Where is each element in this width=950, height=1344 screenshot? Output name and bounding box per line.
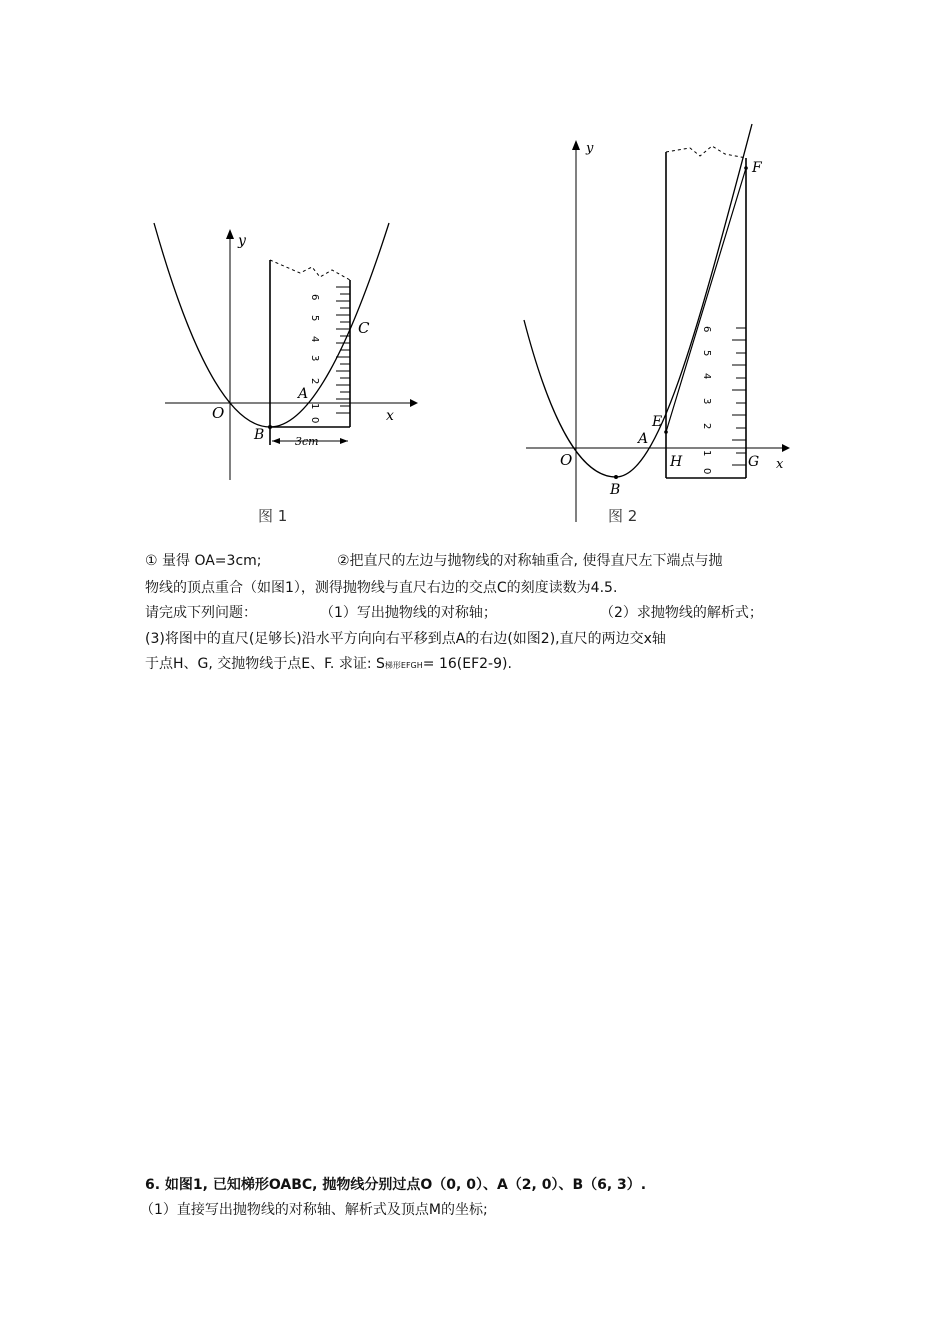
ruler-torn-top [666, 146, 746, 158]
point-b-marker [268, 425, 272, 429]
problem5-line-4: (3)将图中的直尺(足够长)沿水平方向向右平移到点A的右边(如图2),直尺的两边交x轴 [145, 631, 666, 647]
point-f-label: F [752, 160, 762, 176]
y-axis-label: y [586, 141, 594, 156]
point-o-label: O [212, 404, 225, 422]
x-axis-label: x [776, 457, 784, 472]
point-b-marker [614, 475, 618, 479]
ruler-tick-label-2: 2 [309, 378, 320, 385]
problem5-instructions: 请完成下列问题： [145, 605, 257, 621]
point-o-label: O [560, 451, 573, 469]
point-c-label: C [358, 319, 370, 337]
ruler-ticks [336, 287, 350, 413]
point-a-label: A [638, 431, 649, 447]
problem5-proof-formula: = 16(EF2-9). [422, 656, 512, 672]
problem5-line-2: 物线的顶点重合（如图1），测得抛物线与直尺右边的交点C的刻度读数为4.5. [145, 580, 618, 596]
x-axis-arrow [782, 444, 790, 452]
problem5-question-1: （1）写出抛物线的对称轴； [320, 605, 497, 621]
figure-1-diagram [140, 215, 430, 485]
point-a-label: A [298, 386, 309, 402]
figure-1-caption: 图 1 [258, 507, 288, 525]
y-axis-label: y [238, 233, 246, 249]
width-arrow-left [272, 438, 280, 444]
parabola-curve [524, 124, 752, 477]
ruler-tick-label-3: 3 [309, 355, 320, 362]
y-axis-arrow [226, 229, 234, 239]
point-g-label: G [748, 454, 760, 470]
ruler-tick-label-5: 5 [701, 350, 712, 357]
ruler-tick-label-4: 4 [701, 373, 712, 380]
ruler-tick-label-3: 3 [701, 398, 712, 405]
figure-1 [140, 215, 430, 525]
ruler-tick-label-1: 1 [309, 403, 320, 410]
parabola-curve-refine [154, 223, 389, 427]
figure-2 [520, 120, 800, 530]
ruler-tick-label-6: 6 [701, 326, 712, 333]
ruler-tick-label-0: 0 [701, 468, 712, 475]
ruler-tick-label-4: 4 [309, 336, 320, 343]
problem5-trapezoid-subscript: 梯形EFGH [384, 661, 423, 670]
figure-2-diagram [520, 120, 800, 530]
ruler-tick-label-1: 1 [701, 450, 712, 457]
problem5-step-2: ②把直尺的左边与抛物线的对称轴重合, 使得直尺左下端点与抛 [337, 553, 723, 569]
point-e-label: E [652, 414, 663, 430]
point-f-marker [744, 166, 748, 170]
problem5-question-2: （2）求抛物线的解析式； [600, 605, 763, 621]
problem6-title: 6. 如图1, 已知梯形OABC, 抛物线分别过点O（0, 0）、A（2, 0）、B（6, 3）. [145, 1177, 647, 1193]
problem5-step-1: ① 量得 OA=3cm; [145, 553, 262, 569]
x-axis-arrow [410, 399, 418, 407]
ruler-tick-label-5: 5 [309, 315, 320, 322]
point-b-label: B [610, 482, 621, 498]
chord-ef [666, 168, 746, 432]
figure-2-caption: 图 2 [608, 507, 638, 525]
ruler-ticks [732, 328, 746, 465]
problem5-line-5 [145, 653, 512, 673]
point-e-marker [664, 430, 668, 434]
width-dimension-label: 3cm [295, 435, 319, 448]
problem5-line-1 [145, 550, 723, 570]
ruler-tick-label-6: 6 [309, 294, 320, 301]
ruler-tick-label-0: 0 [309, 417, 320, 424]
y-axis-arrow [572, 140, 580, 150]
x-axis-label: x [386, 408, 394, 424]
width-arrow-right [340, 438, 348, 444]
problem5-line-3 [145, 602, 763, 622]
point-b-label: B [254, 427, 265, 443]
point-h-label: H [670, 454, 683, 470]
ruler-tick-label-2: 2 [701, 423, 712, 430]
problem5-proof-prefix: 于点H、G, 交抛物线于点E、F. 求证: S [145, 656, 385, 672]
ruler-torn-top [270, 260, 350, 280]
problem6-question-1: （1）直接写出抛物线的对称轴、解析式及顶点M的坐标; [140, 1202, 488, 1218]
